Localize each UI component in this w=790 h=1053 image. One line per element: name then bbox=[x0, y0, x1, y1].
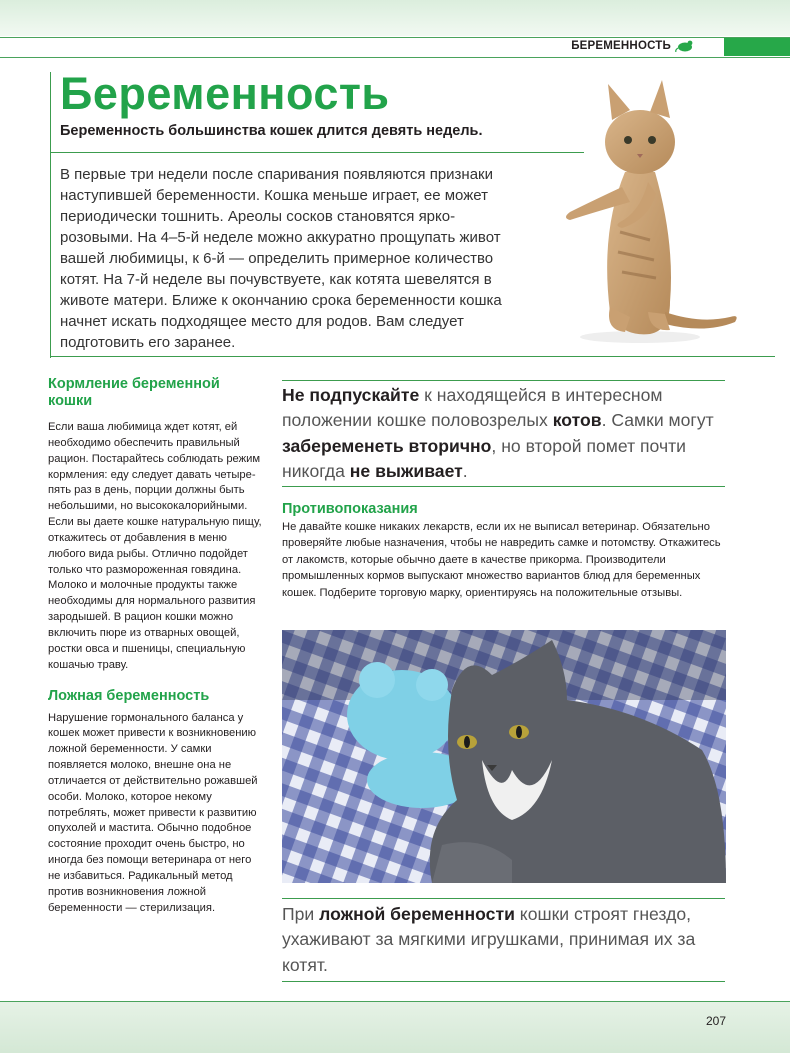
section-label: БЕРЕМЕННОСТЬ bbox=[571, 40, 671, 52]
subtitle-rule bbox=[50, 152, 584, 153]
contraindications-heading: Противопоказания bbox=[282, 501, 418, 517]
quote1-text-2: к находящейся в интересном положении кошке половозрелых bbox=[282, 385, 663, 431]
pull-quote-false-pregnancy bbox=[282, 902, 728, 978]
header-rule bbox=[0, 57, 790, 58]
quote1-text-6: , но второй помет почти никогда bbox=[282, 435, 687, 482]
contraindications-body: Не давайте кошке никаких лекарств, если их не выписал ветеринар. Обязательно проверяйте любые назначения, чтобы не навредить самке и потомству. Откажитесь от лакомств, которые обычно даете в качестве прикорма. Производители промышленных кормов выпускают множество вариантов блюд для беременных кошек. Подберите торговую марку, ориентируясь на положительные отзывы. bbox=[282, 521, 721, 599]
grey-cat-photo bbox=[282, 630, 726, 883]
page-title: Беременность bbox=[60, 68, 390, 119]
standing-cat-photo bbox=[530, 62, 745, 357]
left-column bbox=[48, 376, 263, 916]
feeding-heading: Кормление беременной кошки bbox=[48, 376, 220, 409]
quote1-bold-7: не выживает bbox=[349, 461, 463, 482]
false-pregnancy-heading: Ложная беременность bbox=[48, 687, 210, 704]
quote2-text-3: кошки строят гнездо, ухаживают за мягкими игрушками, принимая их за котят. bbox=[282, 904, 696, 975]
quote1-bold-5: забеременеть вторично bbox=[282, 435, 492, 456]
quote2-bold-2: ложной беременности bbox=[319, 904, 515, 924]
quote2-top-rule bbox=[282, 898, 725, 899]
quote2-bottom-rule bbox=[282, 981, 725, 982]
quote1-text-8: . bbox=[462, 461, 468, 482]
intro-vertical-rule bbox=[50, 72, 51, 358]
false-pregnancy-body: Нарушение гормонального баланса у кошек может привести к возникновению ложной беременности. У самки появляется молоко, внешне она не отличается от действительно рожавшей особи. Молоко, которое некому потреблять, может привести к развитию опухолей и мастита. Обычно подобное состояние проходит очень быстро, но иногда без помощи ветеринара от него не избавиться. Радикальный метод против возникновения ложной беременности — стерилизация. bbox=[48, 711, 258, 914]
running-header bbox=[571, 40, 695, 52]
quote2-text-1: При bbox=[282, 904, 320, 924]
top-band bbox=[0, 0, 790, 36]
mouse-icon bbox=[675, 40, 695, 52]
intro-paragraph: В первые три недели после спаривания появляются признаки наступившей беременности. Кошка меньше играет, ее может периодически тошнить. Ареолы сосков становятся ярко-розовыми. На 4–5-й неделе можно аккуратно прощупать живот вашей любимицы, к 6-й — определить примерное количество котят. На 7-й неделе вы почувствуете, как котята шевелятся в животе матери. Ближе к окончанию срока беременности кошка начнет искать подходящее место для родов. Вам следует подготовить его заранее. bbox=[60, 166, 502, 351]
quote1-bold-1: Не подпускайте bbox=[282, 385, 420, 405]
header-accent-bar bbox=[724, 38, 790, 56]
top-rule bbox=[0, 37, 790, 38]
quote1-bold-3: котов bbox=[552, 410, 602, 431]
feeding-body: Если ваша любимица ждет котят, ей необходимо обеспечить правильный рацион. Постарайтесь соблюдать режим кормления: еду следует давать четыре-пять раз в день, порции должны быть небольшими, но высококалорийными. Если вы даете кошке натуральную пищу, откажитесь от добавления в меню любого вида рыбы. Отлично подойдет только что размороженная говядина. Молоко и молочные продукты также необходимы для нормального развития зародышей. В рацион кошки можно включить пюре из отварных овощей, ростки овса и пшеницы, специальную кошачью траву. bbox=[48, 421, 262, 671]
quote1-bottom-rule bbox=[282, 486, 725, 487]
subtitle: Беременность большинства кошек длится девять недель. bbox=[60, 123, 483, 139]
quote1-text-4: . Самки могут bbox=[601, 410, 714, 431]
footer-band bbox=[0, 1002, 790, 1053]
pull-quote-warning bbox=[282, 383, 728, 485]
quote1-top-rule bbox=[282, 380, 725, 381]
page-number: 207 bbox=[705, 1014, 726, 1028]
